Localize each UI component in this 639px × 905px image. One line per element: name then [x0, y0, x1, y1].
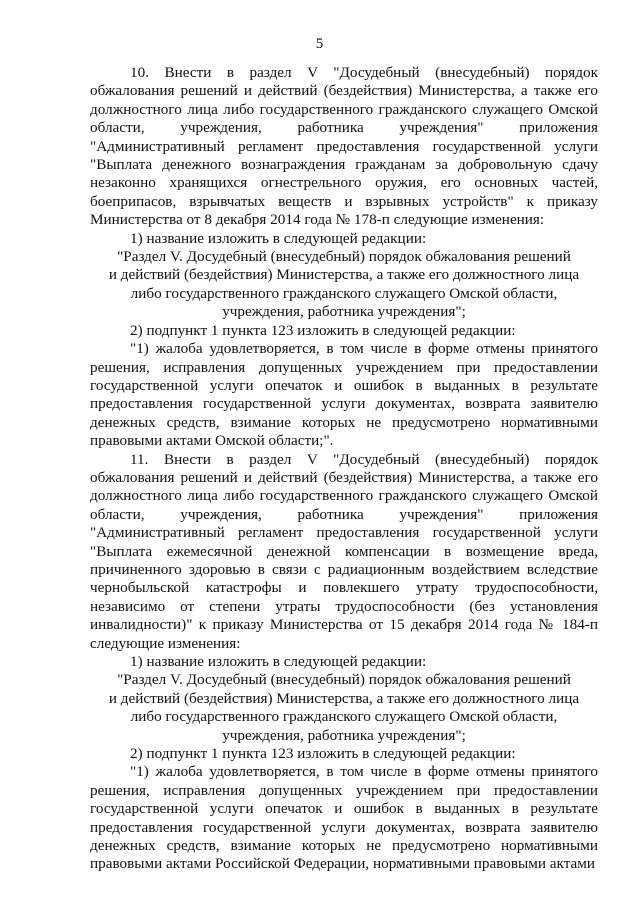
paragraph-11-item-2: 2) подпункт 1 пункта 123 изложить в следующей редакции:	[130, 745, 516, 763]
page-number: 5	[315, 36, 324, 52]
paragraph-10-new-title: "Раздел V. Досудебный (внесудебный) порядок обжалования решений и действий (бездействия) Министерства, а также его должностного лица либо государственного гражданского служащего Омской области, учреждения, работника учреждения";	[108, 248, 580, 321]
paragraph-11-intro: 11. Внести в раздел V "Досудебный (внесудебный) порядок обжалования решений и действий (бездействия) Министерства, а также его должностного лица либо государственного гражданского служащего Омской области, учреждения, работника учреждения" приложения "Административный регламент предоставления государственной услуги "Выплата ежемесячной денежной компенсации в возмещение вреда, причиненного здоровью в связи с радиационным воздействием вследствие чернобыльской катастрофы и повлекшего утрату трудоспособности, независимо от степени утраты трудоспособности (без установления инвалидности)" к приказу Министерства от 15 декабря 2014 года № 184-п следующие изменения:	[90, 450, 598, 652]
paragraph-10-intro: 10. Внести в раздел V "Досудебный (внесудебный) порядок обжалования решений и действий (бездействия) Министерства, а также его должностного лица либо государственного гражданского служащего Омской области, учреждения, работника учреждения" приложения "Административный регламент предоставления государственной услуги "Выплата денежного вознаграждения гражданам за добровольную сдачу незаконно хранящихся огнестрельного оружия, его основных частей, боеприпасов, взрывчатых веществ и взрывных устройств" к приказу Министерства от 8 декабря 2014 года № 178-п следующие изменения:	[90, 64, 598, 229]
paragraph-11-item-1: 1) название изложить в следующей редакции:	[130, 653, 427, 670]
paragraph-10-item-1: 1) название изложить в следующей редакции:	[130, 229, 427, 247]
paragraph-11-subclause: "1) жалоба удовлетворяется, в том числе в форме отмены принятого решения, исправления допущенных учреждением при предоставлении государственной услуги опечаток и ошибок в выданных в результате предоставления государственной услуги документах, возврата заявителю денежных средств, взимание которых не предусмотрено нормативными правовыми актами Российской Федерации, нормативными правовыми актами	[90, 763, 598, 873]
paragraph-10-subclause: "1) жалоба удовлетворяется, в том числе в форме отмены принятого решения, исправления допущенных учреждением при предоставлении государственной услуги опечаток и ошибок в выданных в результате предоставления государственной услуги документах, возврата заявителю денежных средств, взимание которых не предусмотрено нормативными правовыми актами Омской области;".	[90, 340, 598, 450]
paragraph-11-new-title: "Раздел V. Досудебный (внесудебный) порядок обжалования решений и действий (бездействия) Министерства, а также его должностного лица либо государственного гражданского служащего Омской области, учреждения, работника учреждения";	[108, 671, 580, 744]
document-body	[90, 64, 598, 874]
paragraph-10-item-2: 2) подпункт 1 пункта 123 изложить в следующей редакции:	[130, 321, 516, 339]
